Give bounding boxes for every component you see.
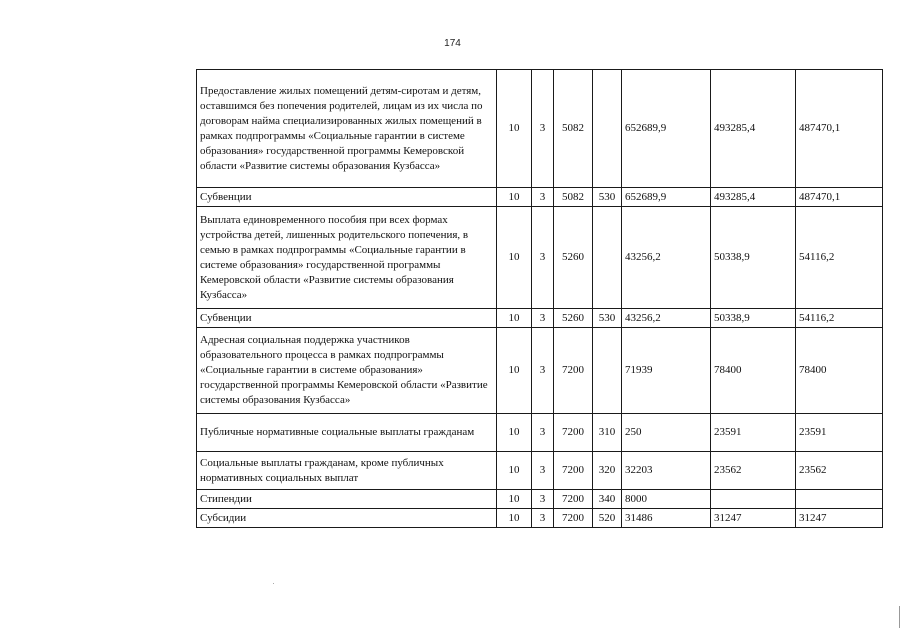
expense-type-code: [593, 207, 622, 309]
row-description: Адресная социальная поддержка участников образовательного процесса в рамках подпрограммы «Социальные гарантии в системе образования» государственной программы Кемеровской области «Развитие системы образования Кузбасса»: [197, 328, 497, 414]
amount-year-3: 23562: [796, 452, 883, 490]
amount-year-1: 652689,9: [622, 188, 711, 207]
expense-type-code: 530: [593, 188, 622, 207]
page-number: 174: [444, 38, 461, 49]
subsection-code: 3: [532, 70, 554, 188]
amount-year-3: 487470,1: [796, 188, 883, 207]
subsection-code: 3: [532, 509, 554, 528]
expense-type-code: 320: [593, 452, 622, 490]
subsection-code: 3: [532, 490, 554, 509]
table-row: [197, 490, 883, 509]
table-row: [197, 309, 883, 328]
table-row: [197, 452, 883, 490]
amount-year-3: 31247: [796, 509, 883, 528]
row-description: Субвенции: [197, 309, 497, 328]
amount-year-2: 50338,9: [711, 207, 796, 309]
amount-year-3: 487470,1: [796, 70, 883, 188]
row-description: Предоставление жилых помещений детям-сиротам и детям, оставшимся без попечения родителей, лицам из их числа по договорам найма специализированных жилых помещений в рамках подпрограммы «Социальные гарантии в системе образования» государственной программы Кемеровской области «Развитие системы образования Кузбасса»: [197, 70, 497, 188]
amount-year-2: 23562: [711, 452, 796, 490]
expense-type-code: [593, 328, 622, 414]
target-article-code: 7200: [554, 509, 593, 528]
section-code: 10: [497, 414, 532, 452]
amount-year-1: 8000: [622, 490, 711, 509]
row-description: Субсидии: [197, 509, 497, 528]
table-row: [197, 188, 883, 207]
row-description: Выплата единовременного пособия при всех формах устройства детей, лишенных родительского попечения, в семью в рамках подпрограммы «Социальные гарантии в системе образования» государственной программы Кемеровской области «Развитие системы образования Кузбасса»: [197, 207, 497, 309]
subsection-code: 3: [532, 188, 554, 207]
section-code: 10: [497, 328, 532, 414]
subsection-code: 3: [532, 207, 554, 309]
expense-type-code: 310: [593, 414, 622, 452]
page-edge-mark: [899, 606, 900, 628]
amount-year-1: 250: [622, 414, 711, 452]
amount-year-2: 31247: [711, 509, 796, 528]
subsection-code: 3: [532, 309, 554, 328]
amount-year-3: 23591: [796, 414, 883, 452]
section-code: 10: [497, 452, 532, 490]
section-code: 10: [497, 188, 532, 207]
amount-year-1: 43256,2: [622, 309, 711, 328]
expense-type-code: [593, 70, 622, 188]
amount-year-2: 23591: [711, 414, 796, 452]
subsection-code: 3: [532, 414, 554, 452]
section-code: 10: [497, 490, 532, 509]
amount-year-3: 78400: [796, 328, 883, 414]
target-article-code: 7200: [554, 452, 593, 490]
target-article-code: 5082: [554, 188, 593, 207]
subsection-code: 3: [532, 452, 554, 490]
expense-type-code: 340: [593, 490, 622, 509]
table-row: [197, 414, 883, 452]
subsection-code: 3: [532, 328, 554, 414]
amount-year-2: 50338,9: [711, 309, 796, 328]
amount-year-1: 71939: [622, 328, 711, 414]
section-code: 10: [497, 70, 532, 188]
amount-year-1: 31486: [622, 509, 711, 528]
target-article-code: 7200: [554, 414, 593, 452]
amount-year-1: 32203: [622, 452, 711, 490]
table-row: [197, 509, 883, 528]
expense-type-code: 530: [593, 309, 622, 328]
amount-year-1: 43256,2: [622, 207, 711, 309]
target-article-code: 7200: [554, 490, 593, 509]
row-description: Социальные выплаты гражданам, кроме публичных нормативных социальных выплат: [197, 452, 497, 490]
amount-year-1: 652689,9: [622, 70, 711, 188]
target-article-code: 5260: [554, 309, 593, 328]
section-code: 10: [497, 509, 532, 528]
amount-year-3: 54116,2: [796, 207, 883, 309]
target-article-code: 7200: [554, 328, 593, 414]
scan-speck: [273, 583, 274, 584]
expense-type-code: 520: [593, 509, 622, 528]
row-description: Стипендии: [197, 490, 497, 509]
amount-year-2: 493285,4: [711, 70, 796, 188]
table-row: [197, 207, 883, 309]
amount-year-2: 78400: [711, 328, 796, 414]
table-row: [197, 70, 883, 188]
row-description: Публичные нормативные социальные выплаты гражданам: [197, 414, 497, 452]
row-description: Субвенции: [197, 188, 497, 207]
target-article-code: 5082: [554, 70, 593, 188]
budget-table: [196, 69, 883, 528]
table-row: [197, 328, 883, 414]
section-code: 10: [497, 207, 532, 309]
section-code: 10: [497, 309, 532, 328]
amount-year-2: [711, 490, 796, 509]
amount-year-3: 54116,2: [796, 309, 883, 328]
amount-year-2: 493285,4: [711, 188, 796, 207]
amount-year-3: [796, 490, 883, 509]
target-article-code: 5260: [554, 207, 593, 309]
